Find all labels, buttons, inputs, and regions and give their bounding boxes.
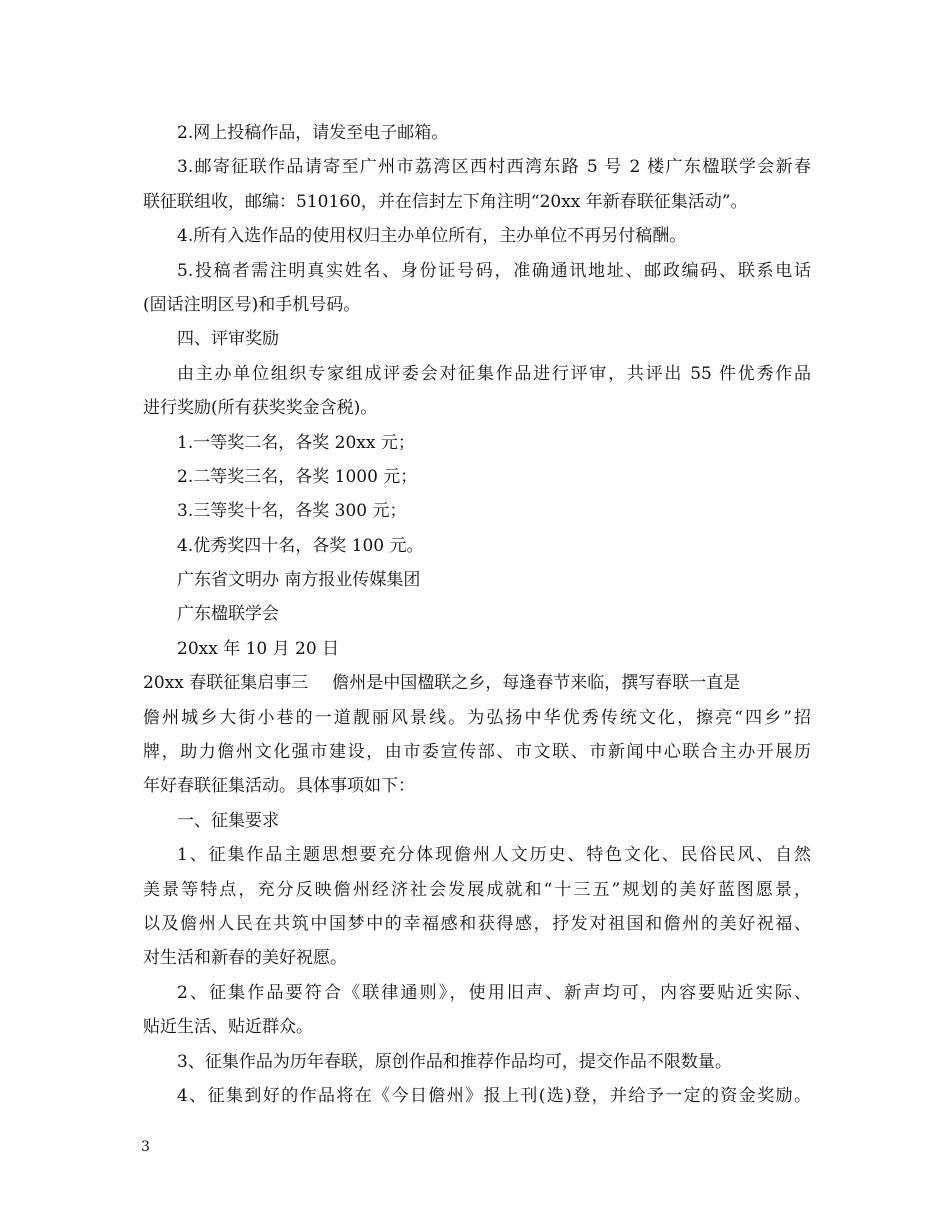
paragraph-line: 4、征集到好的作品将在《今日儋州》报上刊(选)登，并给予一定的资金奖励。 (177, 1085, 811, 1106)
paragraph-line: 以及儋州人民在共筑中国梦中的幸福感和获得感，抒发对祖国和儋州的美好祝福、 (143, 913, 811, 934)
paragraph-line: 3、征集作品为历年春联，原创作品和推荐作品均可，提交作品不限数量。 (177, 1051, 732, 1072)
paragraph-line: 进行奖励(所有获奖奖金含税)。 (143, 398, 378, 419)
award-item: 2.二等奖三名，各奖 1000 元； (177, 466, 418, 487)
organizer-line: 广东楹联学会 (177, 604, 279, 625)
section-heading: 一、征集要求 (177, 810, 279, 831)
paragraph-line: 2.网上投稿作品，请发至电子邮箱。 (177, 123, 449, 143)
paragraph-line: 4.所有入选作品的使用权归主办单位所有，主办单位不再另付稿酬。 (177, 226, 687, 247)
award-item: 4.优秀奖四十名，各奖 100 元。 (177, 535, 424, 556)
date-line: 20xx 年 10 月 20 日 (177, 638, 340, 659)
award-item: 1.一等奖二名，各奖 20xx 元； (177, 432, 415, 453)
mixed-heading-line (143, 666, 811, 700)
notice-title: 20xx 春联征集启事三 (143, 673, 309, 694)
award-item: 3.三等奖十名，各奖 300 元； (177, 501, 407, 522)
paragraph-line: 2、征集作品要符合《联律通则》，使用旧声、新声均可，内容要贴近实际、 (177, 982, 811, 1003)
paragraph-line: 儋州城乡大街小巷的一道靓丽风景线。为弘扬中华优秀传统文化，擦亮“四乡”招 (143, 707, 811, 728)
page-number: 3 (141, 1139, 150, 1155)
paragraph-line: 由主办单位组织专家组成评委会对征集作品进行评审，共评出 55 件优秀作品 (177, 363, 811, 384)
paragraph-line: 5.投稿者需注明真实姓名、身份证号码，准确通讯地址、邮政编码、联系电话 (177, 260, 811, 281)
paragraph-line: 儋州是中国楹联之乡，每逢春节来临，撰写春联一直是 (332, 673, 741, 694)
paragraph-line: 年好春联征集活动。具体事项如下： (143, 776, 415, 797)
document-body (143, 116, 811, 1113)
paragraph-line: 美景等特点，充分反映儋州经济社会发展成就和“十三五”规划的美好蓝图愿景， (143, 879, 811, 900)
paragraph-line: 1、征集作品主题思想要充分体现儋州人文历史、特色文化、民俗民风、自然 (177, 845, 811, 866)
paragraph-line: 3.邮寄征联作品请寄至广州市荔湾区西村西湾东路 5 号 2 楼广东楹联学会新春 (177, 157, 811, 178)
paragraph-line: 牌，助力儋州文化强市建设，由市委宣传部、市文联、市新闻中心联合主办开展历 (143, 742, 811, 763)
paragraph-line: 联征联组收，邮编：510160，并在信封左下角注明“20xx 年新春联征集活动”。 (143, 191, 748, 212)
organizer-line: 广东省文明办 南方报业传媒集团 (177, 570, 421, 591)
paragraph-line: (固话注明区号)和手机号码。 (143, 294, 361, 315)
section-heading: 四、评审奖励 (177, 329, 279, 350)
paragraph-line: 对生活和新春的美好祝愿。 (143, 948, 347, 969)
paragraph-line: 贴近生活、贴近群众。 (143, 1017, 313, 1038)
